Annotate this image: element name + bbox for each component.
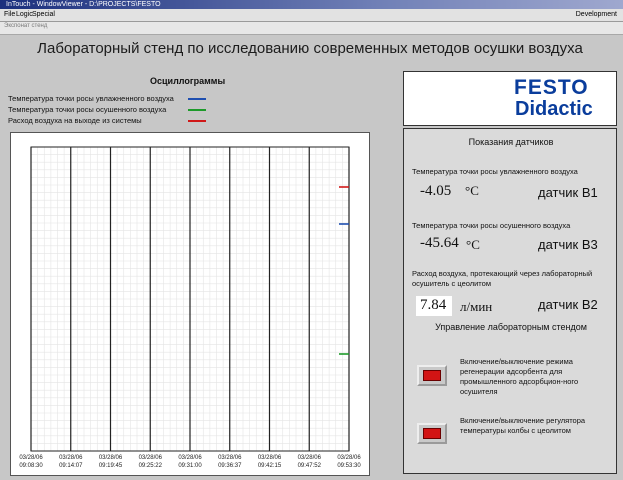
tick-date-label: 03/28/06 (19, 455, 43, 461)
sensor-id: датчик В2 (538, 297, 598, 312)
menu-file[interactable]: File (4, 11, 16, 18)
regeneration-toggle-label: Включение/выключение режима регенерации адсорбента для промышленного адсорбцион-ного осушителя (460, 357, 579, 396)
tick-time-label: 09:08:30 (19, 463, 43, 469)
legend-line-flow (188, 120, 206, 122)
menu-special[interactable]: Special (32, 11, 55, 18)
window-titlebar (0, 0, 623, 9)
temp-regulator-toggle-button[interactable] (417, 423, 447, 444)
tick-time-label: 09:42:15 (257, 463, 282, 469)
oscillograms-title: Осциллограммы (150, 76, 226, 86)
sensor-value: 7.84 (420, 297, 447, 313)
legend-line-humid (188, 98, 206, 100)
sensor-id: датчик В1 (538, 185, 598, 200)
legend-label: Температура точки росы осушенного воздуха (8, 105, 167, 114)
strip-label: Экспонат стенд (4, 23, 48, 29)
tick-time-label: 09:14:07 (59, 463, 83, 469)
sensor-label: Расход воздуха, протекающий через лабораторный осушитель с цеолитом (412, 269, 593, 288)
page-title: Лабораторный стенд по исследованию современных методов осушки воздуха (37, 40, 583, 57)
tick-date-label: 03/28/06 (59, 455, 83, 461)
sensor-value: -4.05 (420, 183, 452, 199)
window-strip (0, 22, 623, 35)
logo-brand: FESTO (514, 76, 589, 99)
legend-line-dry (188, 109, 206, 111)
tick-date-label: 03/28/06 (218, 455, 242, 461)
tick-time-label: 09:47:52 (297, 463, 321, 469)
tick-date-label: 03/28/06 (138, 455, 162, 461)
logo-sub: Didactic (515, 98, 593, 120)
toggle-indicator (423, 370, 441, 381)
trend-grid (11, 133, 371, 477)
festo-logo (403, 71, 617, 126)
sensor-panel (403, 128, 617, 474)
legend-label: Расход воздуха на выходе из системы (8, 116, 142, 125)
tick-time-label: 09:19:45 (98, 463, 123, 469)
tick-date-label: 03/28/06 (98, 455, 123, 461)
tick-time-label: 09:25:22 (138, 463, 162, 469)
regeneration-toggle-button[interactable] (417, 365, 447, 386)
menu-development[interactable]: Development (575, 11, 617, 18)
sensors-title: Показания датчиков (468, 137, 554, 147)
sensor-label: Температура точки росы увлажненного воздуха (412, 167, 578, 176)
tick-date-label: 03/28/06 (257, 455, 282, 461)
sensor-value: -45.64 (420, 235, 459, 251)
sensor-unit: °C (466, 237, 480, 252)
tick-time-label: 09:31:00 (178, 463, 202, 469)
oscillogram-chart (10, 132, 370, 476)
tick-time-label: 09:36:37 (218, 463, 242, 469)
sensor-unit: л/мин (460, 299, 493, 314)
sensor-label: Температура точки росы осушенного воздуха (412, 221, 571, 230)
toggle-indicator (423, 428, 441, 439)
sensor-id: датчик В3 (538, 237, 598, 252)
tick-date-label: 03/28/06 (297, 455, 321, 461)
window-title: InTouch - WindowViewer - D:\PROJECTS\FESTO (6, 1, 161, 8)
tick-time-label: 09:53:30 (337, 463, 361, 469)
legend-label: Температура точки росы увлажненного воздуха (8, 94, 174, 103)
menu-logic[interactable]: Logic (16, 11, 33, 18)
tick-date-label: 03/28/06 (178, 455, 202, 461)
menu-bar (0, 9, 623, 22)
temp-regulator-toggle-label: Включение/выключение регулятора температуры колбы с цеолитом (460, 416, 586, 435)
sensor-unit: °C (465, 183, 479, 198)
control-title: Управление лабораторным стендом (435, 322, 587, 332)
tick-date-label: 03/28/06 (337, 455, 361, 461)
